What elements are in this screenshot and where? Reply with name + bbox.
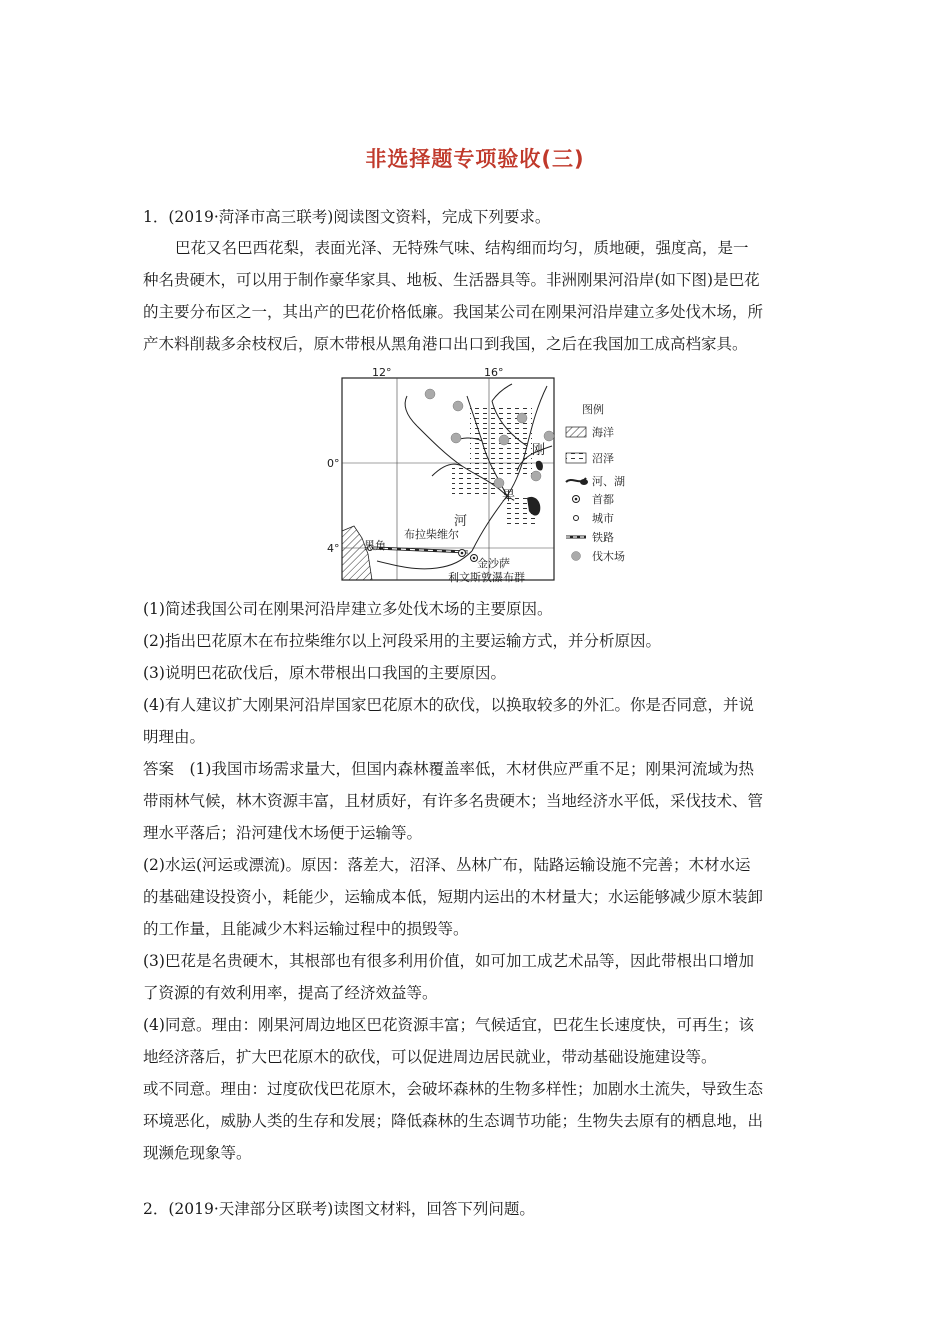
lon-label-12: 12° bbox=[372, 366, 392, 379]
page-title: 非选择题专项验收(三) bbox=[365, 147, 585, 171]
legend-logging-swatch bbox=[572, 552, 581, 561]
legend-city-swatch bbox=[574, 516, 579, 521]
q1-question: 明理由。 bbox=[143, 728, 206, 746]
label-kinshasa: 金沙萨 bbox=[477, 557, 510, 570]
answer-line: (2)水运(河运或漂流)。原因：落差大，沼泽、丛林广布，陆路运输设施不完善；木材水运 bbox=[143, 856, 751, 874]
answer-line: 的工作量，且能减少木料运输过程中的损毁等。 bbox=[143, 920, 469, 938]
q1-passage-line: 的主要分布区之一，其出产的巴花价格低廉。我国某公司在刚果河沿岸建立多处伐木场，所 bbox=[143, 303, 764, 321]
q1-question: (3)说明巴花砍伐后，原木带根出口我国的主要原因。 bbox=[143, 664, 506, 682]
answer-line: 现濒危现象等。 bbox=[143, 1144, 252, 1162]
answer-line: (3)巴花是名贵硬木，其根部也有很多利用价值，如可加工成艺术品等，因此带根出口增加 bbox=[143, 952, 754, 970]
label-livingstone-falls: 利文斯敦瀑布群 bbox=[448, 571, 525, 584]
legend-capital: 首都 bbox=[592, 493, 614, 506]
legend-swamp-swatch bbox=[566, 453, 586, 463]
lat-label-0: 0° bbox=[327, 457, 340, 470]
legend-logging: 伐木场 bbox=[592, 550, 625, 563]
swamp-area bbox=[452, 466, 497, 496]
label-river-he: 河 bbox=[454, 514, 468, 529]
q1-passage-line: 种名贵硬木，可以用于制作豪华家具、地板、生活器具等。非洲刚果河沿岸(如下图)是巴花 bbox=[143, 271, 760, 289]
legend-river-lake: 河、湖 bbox=[592, 475, 625, 488]
legend-city: 城市 bbox=[592, 512, 614, 525]
legend-railway: 铁路 bbox=[592, 531, 614, 544]
answer-line: 理水平落后；沿河建伐木场便于运输等。 bbox=[143, 824, 423, 842]
lon-label-16: 16° bbox=[484, 366, 504, 379]
q1-passage-line: 产木料削裁多余枝杈后，原木带根从黑角港口出口到我国，之后在我国加工成高档家具。 bbox=[143, 335, 748, 353]
answer-line: 了资源的有效利用率，提高了经济效益等。 bbox=[143, 984, 438, 1002]
label-river-gang: 刚 bbox=[532, 443, 546, 458]
answer-line: 答案 (1)我国市场需求量大，但国内森林覆盖率低，木材供应严重不足；刚果河流域为热 bbox=[143, 760, 754, 778]
label-river-guo: 果 bbox=[502, 489, 516, 504]
answer-line: 带雨林气候，林木资源丰富，且材质好，有许多名贵硬木；当地经济水平低，采伐技术、管 bbox=[143, 792, 764, 810]
answer-line: 环境恶化，威胁人类的生存和发展；降低森林的生态调节功能；生物失去原有的栖息地，出 bbox=[143, 1112, 764, 1130]
q1-passage-line: 巴花又名巴西花梨，表面光泽、无特殊气味、结构细而均匀，质地硬，强度高，是一 bbox=[175, 239, 749, 257]
congo-river-map bbox=[322, 366, 640, 584]
label-heijiao: 黑角 bbox=[364, 539, 386, 552]
q1-question: (1)简述我国公司在刚果河沿岸建立多处伐木场的主要原因。 bbox=[143, 600, 553, 618]
answer-line: 或不同意。理由：过度砍伐巴花原木，会破坏森林的生物多样性；加剧水土流失，导致生态 bbox=[143, 1080, 764, 1098]
answer-line: 地经济落后，扩大巴花原木的砍伐，可以促进周边居民就业，带动基础设施建设等。 bbox=[143, 1048, 717, 1066]
lat-label-4: 4° bbox=[327, 542, 340, 555]
map-legend bbox=[566, 402, 625, 563]
legend-ocean-swatch bbox=[566, 427, 586, 437]
q1-header: 1．(2019·菏泽市高三联考)阅读图文资料，完成下列要求。 bbox=[143, 208, 551, 226]
legend-ocean: 海洋 bbox=[592, 426, 614, 439]
answer-line: (4)同意。理由：刚果河周边地区巴花资源丰富；气候适宜，巴花生长速度快，可再生；该 bbox=[143, 1016, 754, 1034]
q1-question: (2)指出巴花原木在布拉柴维尔以上河段采用的主要运输方式，并分析原因。 bbox=[143, 632, 661, 650]
q2-header: 2．(2019·天津部分区联考)读图文材料，回答下列问题。 bbox=[143, 1200, 535, 1218]
q1-question: (4)有人建议扩大刚果河沿岸国家巴花原木的砍伐，以换取较多的外汇。你是否同意，并说 bbox=[143, 696, 754, 714]
legend-swamp: 沼泽 bbox=[592, 452, 614, 465]
legend-title: 图例 bbox=[582, 403, 604, 416]
answer-line: 的基础建设投资小，耗能少，运输成本低，短期内运出的木材量大；水运能够减少原木装卸 bbox=[143, 888, 764, 906]
label-brazzaville: 布拉柴维尔 bbox=[404, 528, 459, 541]
